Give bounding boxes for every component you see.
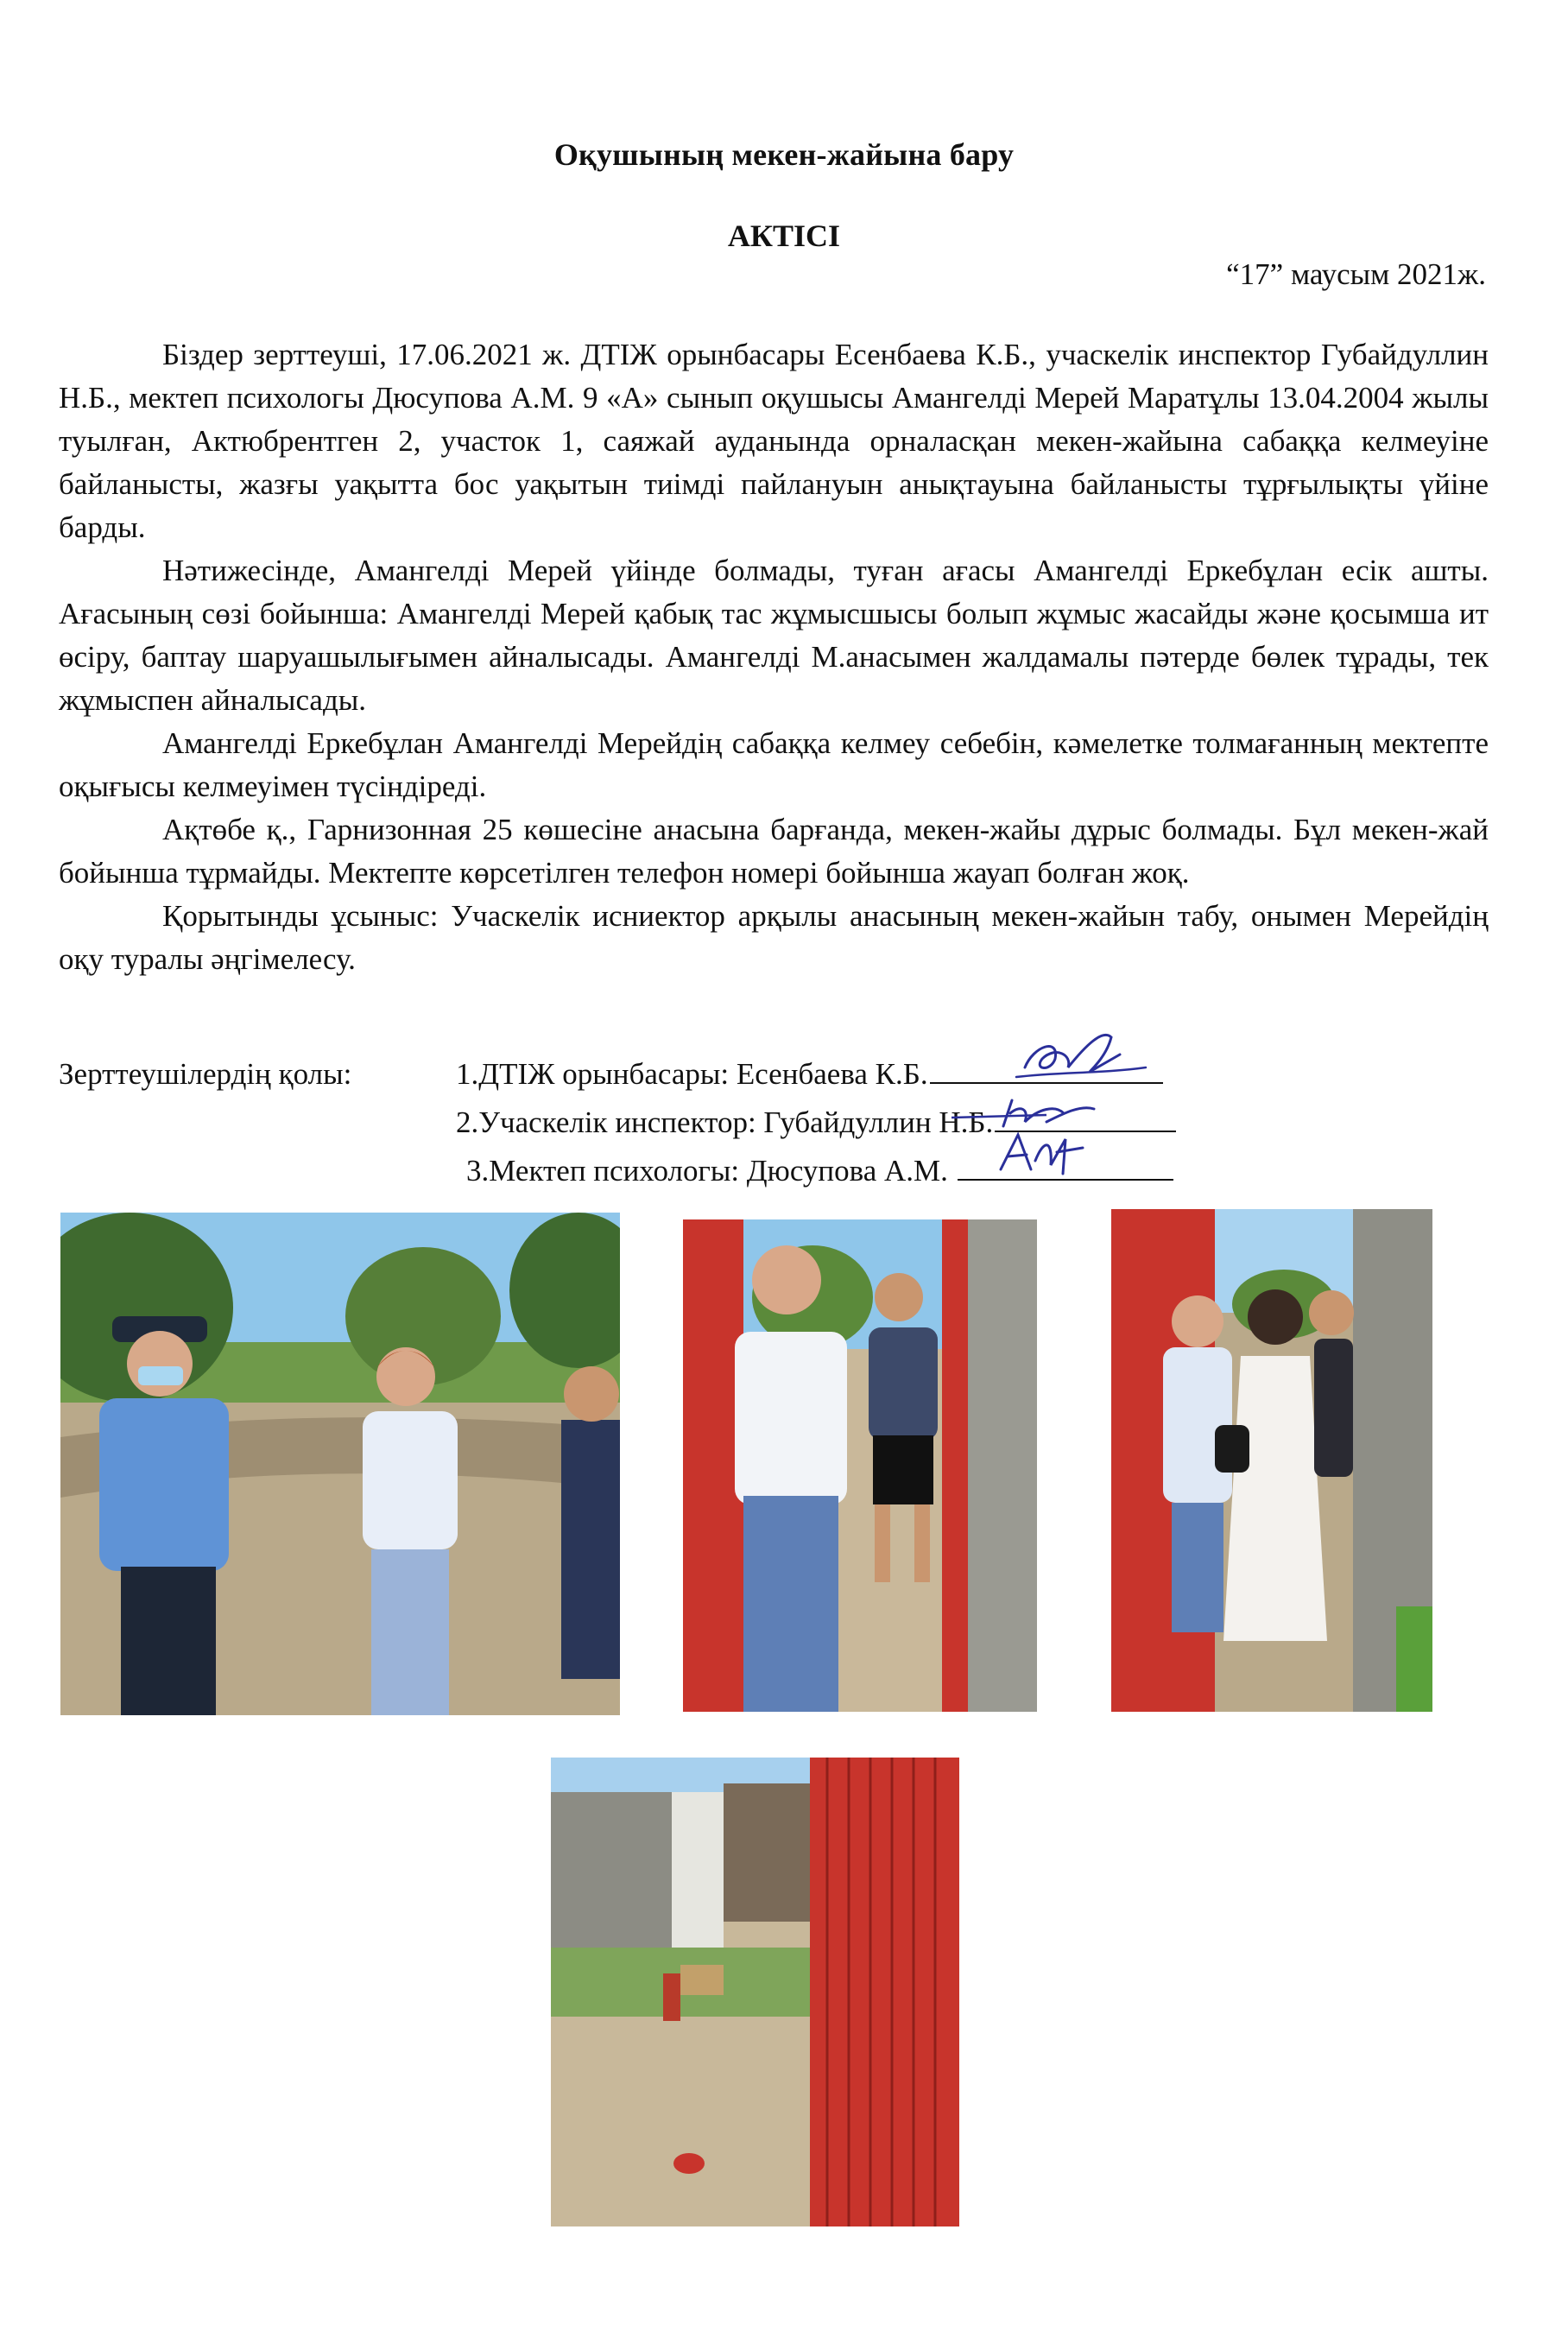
- signature-underline: [930, 1056, 1163, 1084]
- photo-yard-red-gate: [551, 1758, 959, 2226]
- photo-inspector-and-visitors: [60, 1213, 620, 1715]
- document-date: “17” маусым 2021ж.: [1226, 257, 1486, 291]
- paragraph: Ақтөбе қ., Гарнизонная 25 көшесіне анасына барғанда, мекен-жайы дұрыс болмады. Бұл мекен-жай бойынша тұрмайды. Мектепте көрсетілген телефон номері бойынша жауап болған жоқ.: [59, 813, 1489, 890]
- photo-brother-at-gate: [683, 1219, 1037, 1712]
- paragraph: Нәтижесінде, Амангелді Мерей үйінде болмады, туған ағасы Амангелді Еркебұлан есік ашты. Ағасының сөзі бойынша: Амангелді Мерей қабық тас жұмысшысы болып жұмыс жасайды және қосымша ит өсіру, баптау шаруашылығымен айналысады. Амангелді М.анасымен жалдамалы пәтерде бөлек тұрады, тек жұмыспен айналысады.: [59, 554, 1489, 717]
- paragraph: Біздер зерттеуші, 17.06.2021 ж. ДТІЖ орынбасары Есенбаева К.Б., учаскелік инспектор Губайдуллин Н.Б., мектеп психологы Дюсупова А.М. 9 «А» сынып оқушысы Амангелді Мерей Маратұлы 13.04.2004 жылы туылған, Актюбрентген 2, участок 1, саяжай ауданында орналасқан мекен-жайына сабаққа келмеуіне байланысты, жазғы уақытта бос уақытын тиімді пайлануын анықтауына байланысты тұрғылықты үйіне барды.: [59, 338, 1489, 544]
- paragraph: Қорытынды ұсыныс: Учаскелік исниектор арқылы анасының мекен-жайын табу, онымен Мерейдің оқу туралы әңгімелесу.: [59, 899, 1489, 976]
- handwritten-signature-3: [983, 1122, 1096, 1182]
- document-subtitle: АКТІСІ: [727, 219, 841, 253]
- signer-2-text: 2.Учаскелік инспектор: Губайдуллин Н.Б.: [456, 1105, 994, 1139]
- signer-1-text: 1.ДТІЖ орынбасары: Есенбаева К.Б.: [456, 1057, 928, 1091]
- signer-3-text: 3.Мектеп психологы: Дюсупова А.М.: [466, 1154, 948, 1188]
- handwritten-signature-1: [1008, 1020, 1154, 1089]
- paragraph: Амангелді Еркебұлан Амангелді Мерейдің сабаққа келмеу себебін, кәмелетке толмағанның мектепте оқығысы келмеуімен түсіндіреді.: [59, 726, 1489, 803]
- document-body: [59, 333, 1489, 981]
- document-title: Оқушының мекен-жайына бару: [553, 137, 1015, 172]
- signatures-label: Зерттеушілердің қолы:: [59, 1057, 352, 1091]
- signature-underline: [958, 1153, 1173, 1181]
- photo-visitors-at-gate: [1111, 1209, 1432, 1712]
- signature-line-3: [466, 1147, 1173, 1195]
